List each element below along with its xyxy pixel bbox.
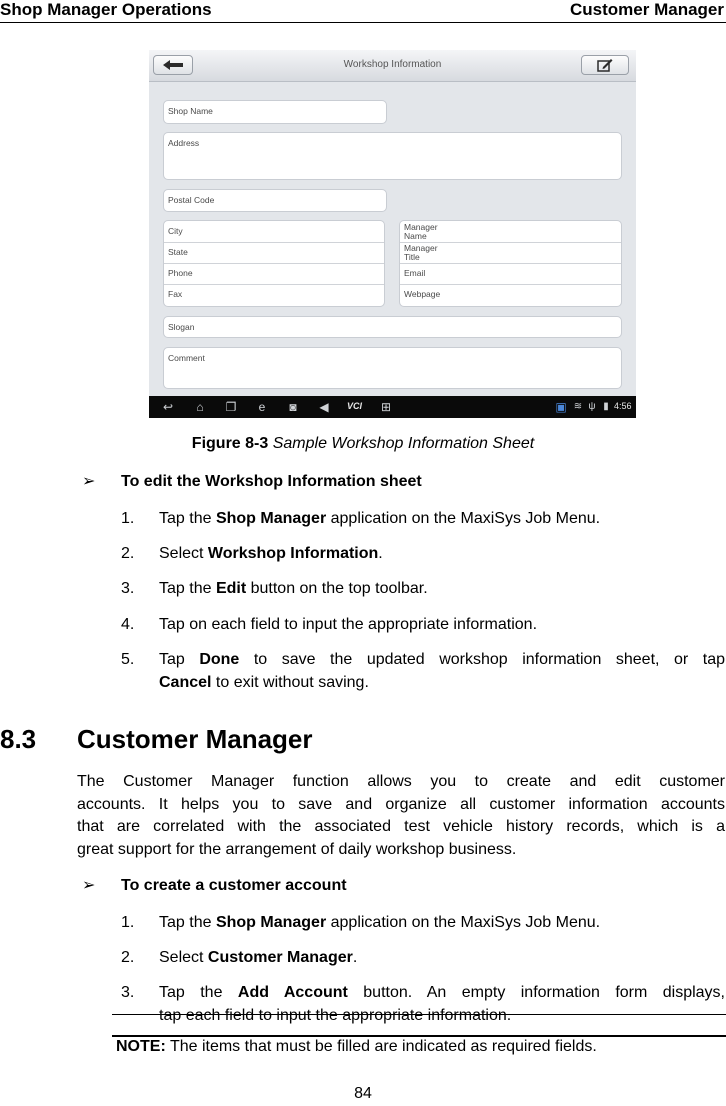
phone-field[interactable]: Phone [164,263,384,285]
section-number: 8.3 [0,724,37,754]
home-icon[interactable]: ⌂ [196,400,204,414]
section-paragraph: The Customer Manager function allows you to create and edit customer accounts. It helps you to save and organize all customer information accounts that are correlated with the associated test vehicle history records, which is a great support for the arrangement of daily workshop business. [77,773,725,858]
step-number: 5. [121,651,135,668]
edit-section-title: To edit the Workshop Information sheet [121,473,422,490]
city-field[interactable]: City [164,221,384,243]
clock: 4:56 [614,401,632,411]
contact-fields-group [163,220,385,307]
usb-icon: ψ [588,401,596,412]
fax-field[interactable]: Fax [168,289,183,299]
camera-icon[interactable]: ◙ [289,400,297,414]
edit-button[interactable] [581,55,629,75]
app-status-icon: ▣ [555,400,567,414]
state-field[interactable]: State [164,242,384,264]
step-text: Tap the Edit button on the top toolbar. [159,580,428,597]
step-text: Tap the Shop Manager application on the MaxiSys Job Menu. [159,914,601,931]
bullet-arrow: ➢ [82,473,96,490]
postal-code-field[interactable]: Postal Code [163,189,387,212]
manager-fields-group [399,220,622,307]
manager-name-field[interactable]: Manager Name [400,221,621,243]
step-text-cont: tap each field to input the appropriate information. [159,1007,512,1024]
running-header-right: Customer Manager [570,0,724,19]
step-number: 1. [121,510,135,527]
step-text: Tap the Shop Manager application on the MaxiSys Job Menu. [159,510,601,527]
step-number: 3. [121,984,135,1001]
bullet-arrow: ➢ [82,877,96,894]
note-text: NOTE: The items that must be filled are indicated as required fields. [116,1038,597,1055]
grid-icon[interactable]: ⊞ [380,400,392,414]
vci-icon[interactable]: VCI [347,401,363,411]
step-number: 3. [121,580,135,597]
volume-icon[interactable]: ◀ [319,400,329,414]
comment-field[interactable]: Comment [163,347,622,389]
toolbar-title: Workshop Information [343,59,442,70]
step-text: Tap on each field to input the appropriate information. [159,616,538,633]
shop-name-field[interactable]: Shop Name [163,100,387,124]
step-number: 4. [121,616,135,633]
wifi-icon: ≋ [573,401,583,412]
android-navbar [149,396,636,418]
page-number: 84 [354,1085,372,1102]
back-nav-icon[interactable]: ↩ [162,400,174,414]
browser-icon[interactable]: e [258,400,266,414]
create-section-title: To create a customer account [121,877,347,894]
figure-caption: Figure 8-3 Sample Workshop Information Sheet [191,435,535,452]
header-divider [0,22,726,23]
step-number: 2. [121,545,135,562]
slogan-field[interactable]: Slogan [163,316,622,338]
step-number: 1. [121,914,135,931]
webpage-field[interactable]: Webpage [404,289,441,299]
recent-apps-icon[interactable]: ❐ [225,400,237,414]
step-number: 2. [121,949,135,966]
running-header-left: Shop Manager Operations [0,0,212,19]
section-title: Customer Manager [77,724,313,754]
app-toolbar [149,50,636,82]
email-field[interactable]: Email [400,263,621,285]
step-text: Tap the Add Account button. An empty information form displays, [159,984,725,1001]
address-field[interactable]: Address [163,132,622,180]
battery-icon: ▮ [603,401,609,412]
step-text: Select Workshop Information. [159,545,383,562]
step-text: Tap Done to save the updated workshop information sheet, or tap [159,651,725,668]
manager-title-field[interactable]: Manager Title [400,242,621,264]
step-text-cont: Cancel to exit without saving. [159,674,369,691]
step-text: Select Customer Manager. [159,949,358,966]
note-box [112,1014,726,1037]
workshop-info-screenshot [149,50,636,418]
edit-icon [597,58,613,72]
